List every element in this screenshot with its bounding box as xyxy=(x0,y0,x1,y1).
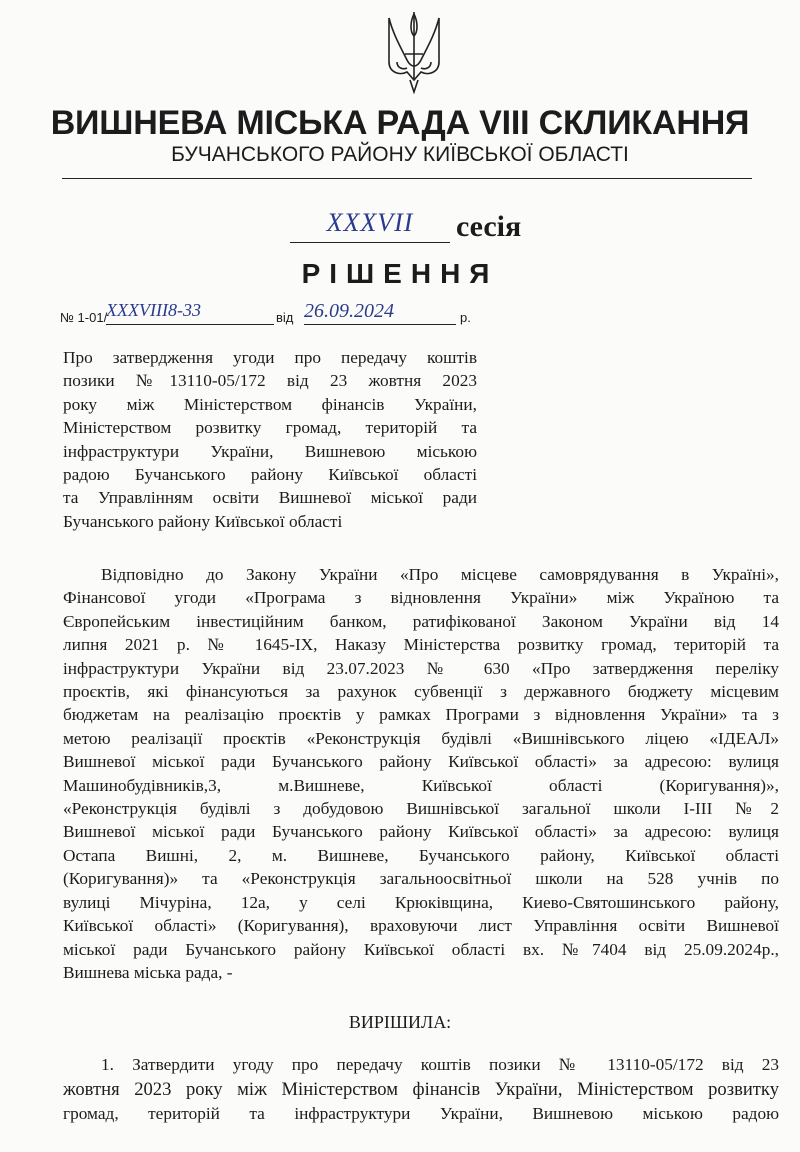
preamble-line: метою реалізації проєктів «Реконструкція будівлі «Вишнівського ліцею «ІДЕАЛ» xyxy=(63,728,779,748)
subject-line: року між Міністерством фінансів України, xyxy=(63,394,477,414)
preamble xyxy=(63,563,779,984)
decision-date: 26.09.2024 xyxy=(304,300,394,322)
preamble-line: Фінансової угоди «Програма з відновлення України» між Україною та xyxy=(63,588,779,608)
preamble-line: (Коригування)» та «Реконструкція загальноосвітньої школи на 528 учнів по xyxy=(63,869,779,889)
subject-line: Міністерством розвитку громад, територій та xyxy=(63,418,477,438)
preamble-line: Відповідно до Закону України «Про місцеве самоврядування в Україні», xyxy=(101,565,779,584)
preamble-line: проєктів, які фінансуються за рахунок субвенції з державного бюджету місцевим xyxy=(63,682,779,702)
subject-line: позики №13110-05/172 від 23 жовтня 2023 xyxy=(63,371,477,391)
decision-number: XXXVIII8-33 xyxy=(106,300,201,320)
decision-date-word: від xyxy=(276,310,294,325)
session-underline xyxy=(290,242,450,243)
preamble-line: Вишнева міська рада, - xyxy=(63,962,233,982)
item-line: громад, територій та інфраструктури України, Вишневою міською радою xyxy=(63,1104,779,1124)
header-divider xyxy=(62,178,752,179)
preamble-line: Остапа Вишні, 2, м. Вишневе, Бучанського району, Київської області xyxy=(63,845,779,865)
preamble-line: інфраструктури України від 23.07.2023 № 630 «Про затвердження переліку xyxy=(63,658,779,678)
decision-number-underline xyxy=(106,324,274,325)
preamble-line: Вишневої міської ради Бучанського району Київської області» за адресою: вулиця xyxy=(63,752,779,772)
decision-date-suffix: р. xyxy=(460,310,471,325)
resolution-item-1 xyxy=(63,1053,779,1127)
preamble-line: вулиці Мічуріна, 12а, у селі Крюківщина, Киево-Святошинського району, xyxy=(63,892,779,912)
item-line: жовтня 2023 року між Міністерством фінансів України, Міністерством розвитку xyxy=(63,1078,779,1100)
decision-number-line xyxy=(60,300,480,330)
session-line xyxy=(290,208,550,248)
session-number: XXXVII xyxy=(326,208,414,237)
resolved-heading: ВИРІШИЛА: xyxy=(348,1012,452,1032)
decision-title: РІШЕННЯ xyxy=(301,258,499,289)
preamble-line: Європейським інвестиційним банком, ратифікованої Законом України від 14 xyxy=(63,611,779,631)
decision-number-prefix: № 1-01/ xyxy=(60,310,108,325)
preamble-line: Машинобудівників,3, м.Вишневе, Київської області (Коригування)», xyxy=(63,775,779,795)
subject-line: та Управлінням освіти Вишневої міської ради xyxy=(63,488,477,508)
subject-line: інфраструктури України, Вишневою міською xyxy=(63,441,477,461)
preamble-line: Київської області» (Коригування), враховуючи лист Управління освіти Вишневої xyxy=(63,916,779,936)
subject-line: Бучанського району Київської області xyxy=(63,511,343,531)
subject-line: Про затвердження угоди про передачу коштів xyxy=(63,348,477,367)
session-word: сесія xyxy=(456,210,522,243)
preamble-line: Вишневої міської ради Бучанського району Київської області» за адресою: вулиця xyxy=(63,822,779,842)
preamble-line: бюджетам на реалізацію проєктів у рамках Програми з відновлення України» та з xyxy=(63,705,779,725)
preamble-line: міської ради Бучанського району Київської області вх. №7404 від 25.09.2024р., xyxy=(63,939,779,959)
item-line: 1. Затвердити угоду про передачу коштів позики № 13110-05/172 від 23 xyxy=(101,1055,779,1074)
subject-line: радою Бучанського району Київської області xyxy=(63,465,477,485)
tryzub-icon xyxy=(383,10,445,94)
preamble-line: «Реконструкція будівлі з добудовою Вишнівської загальної школи І-ІІІ №2 xyxy=(63,799,779,819)
decision-date-underline xyxy=(304,324,456,325)
decision-subject xyxy=(63,346,477,533)
council-title: ВИШНЕВА МІСЬКА РАДА VIII СКЛИКАННЯ xyxy=(50,104,750,142)
preamble-line: липня 2021 р. № 1645-ІХ, Наказу Міністерства розвитку громад, територій та xyxy=(63,635,779,655)
council-subtitle: БУЧАНСЬКОГО РАЙОНУ КИЇВСЬКОЇ ОБЛАСТІ xyxy=(171,143,629,166)
